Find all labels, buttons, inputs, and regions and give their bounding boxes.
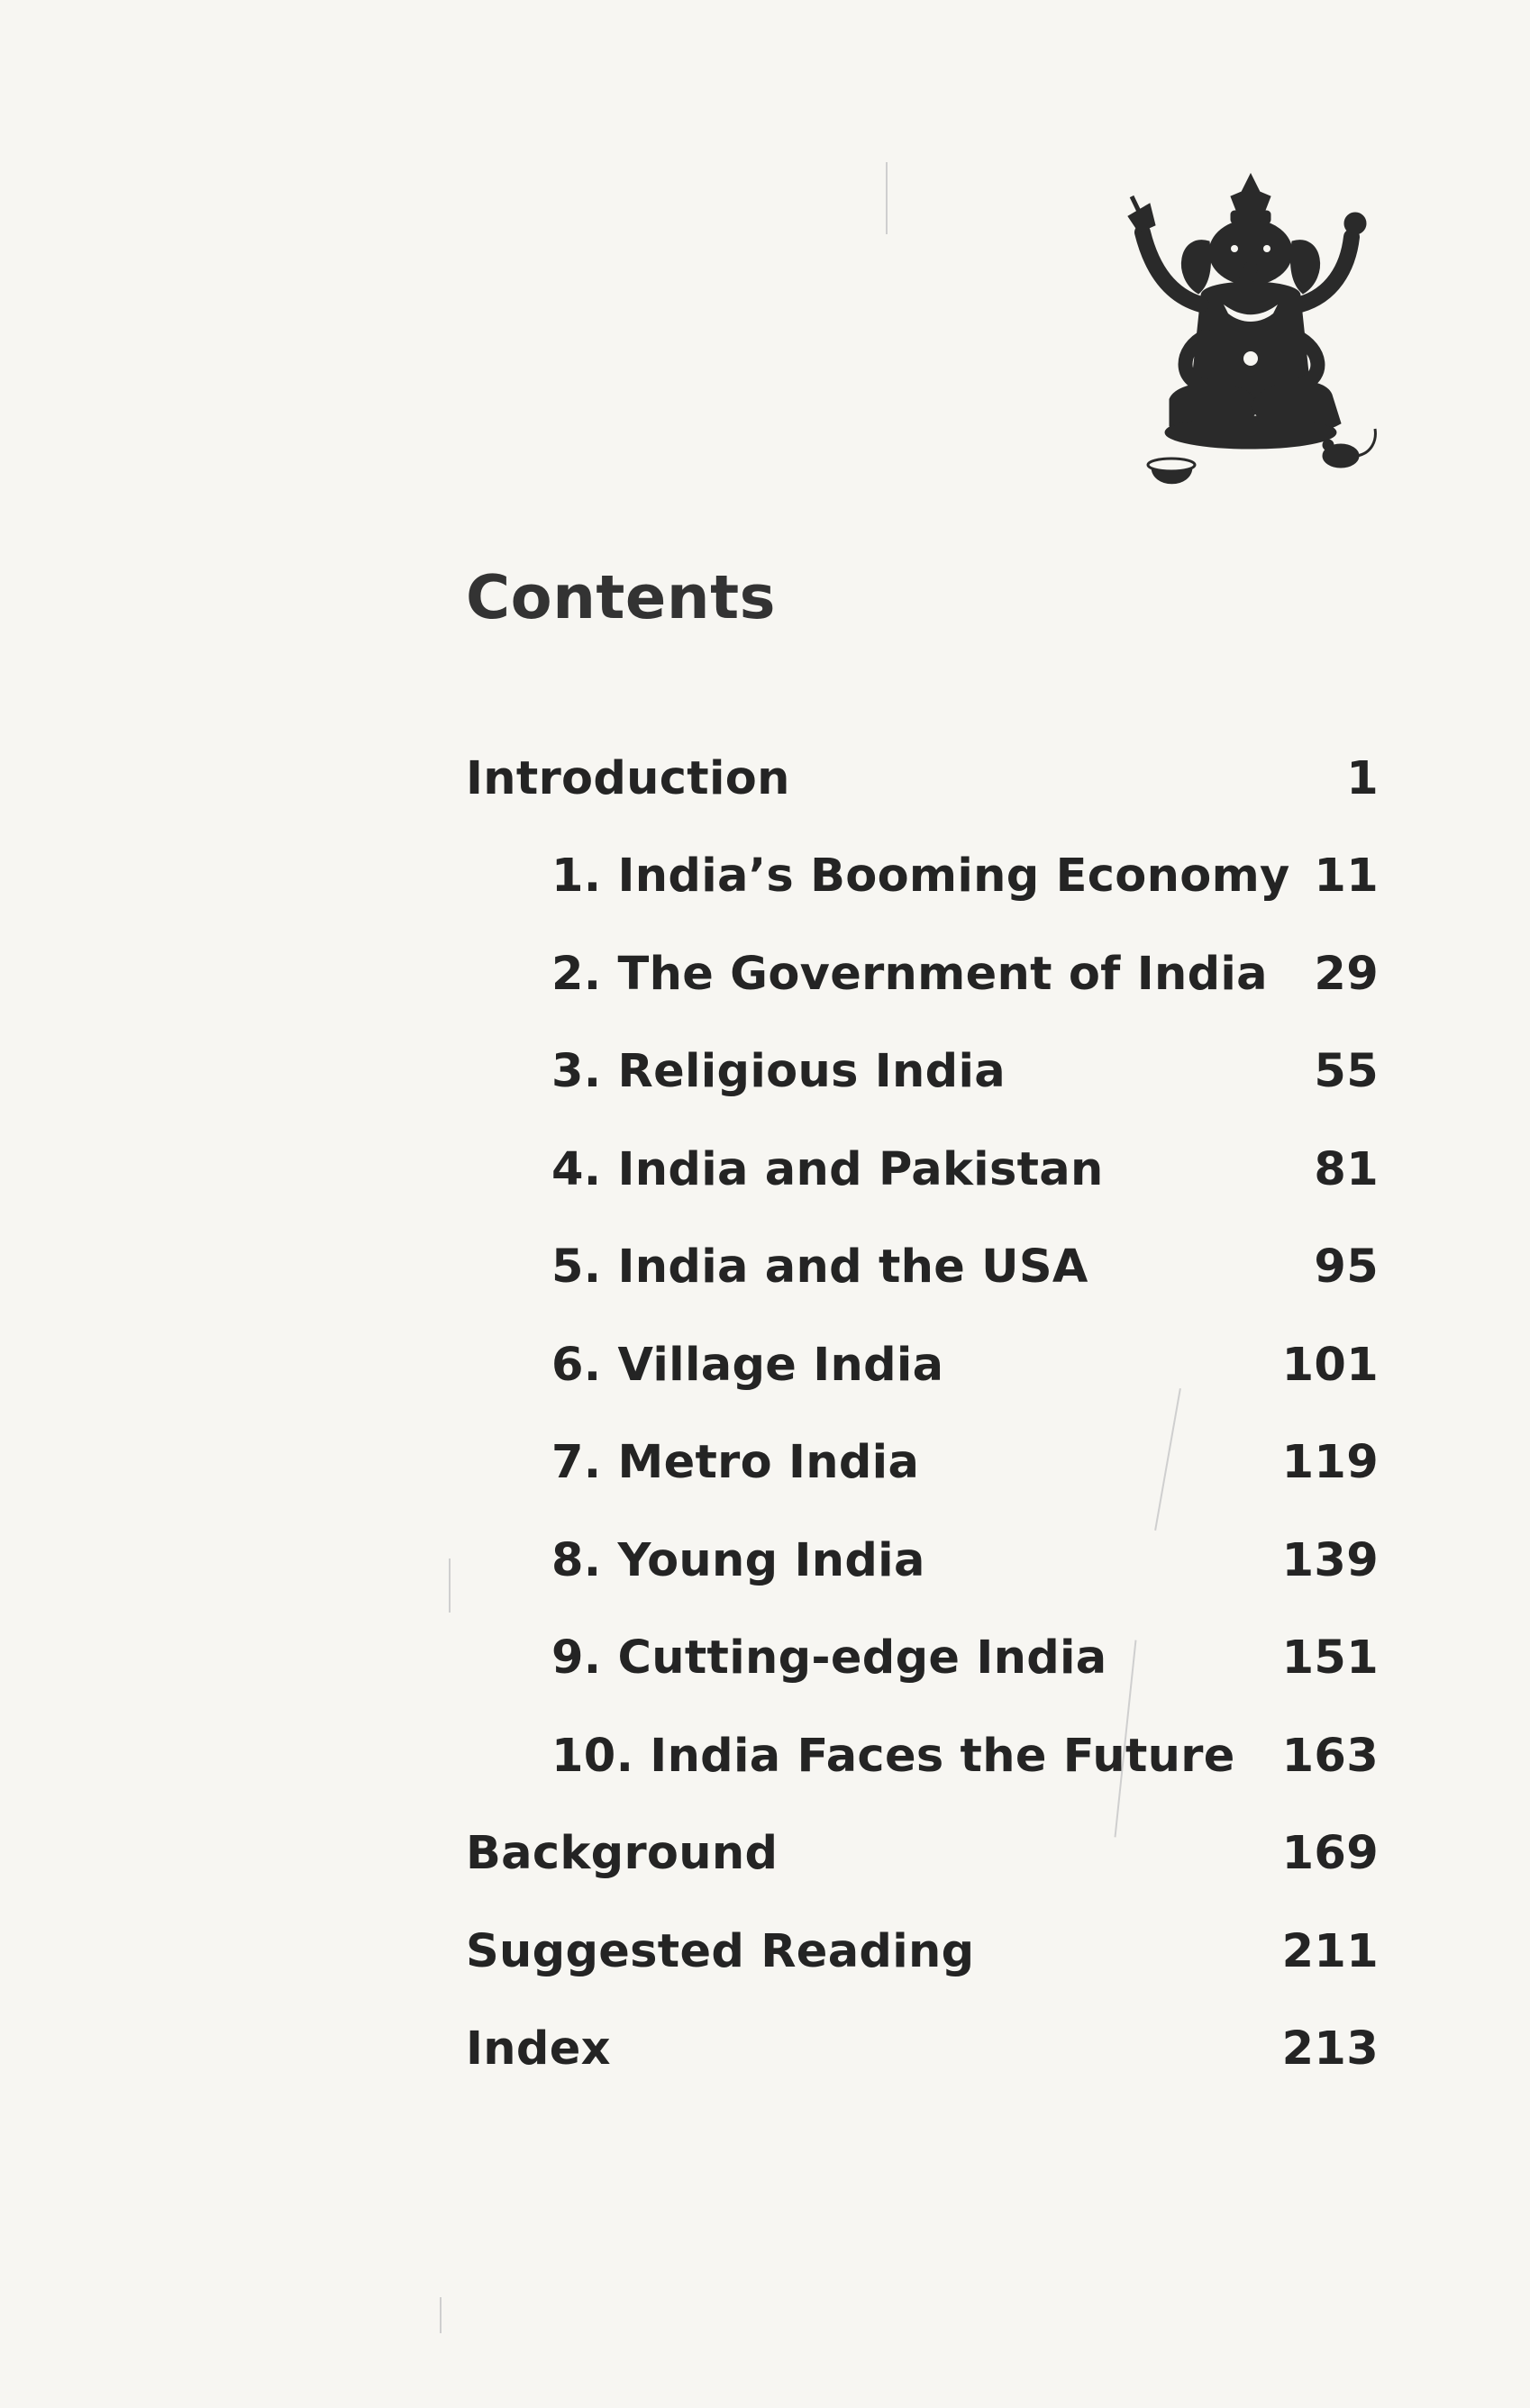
toc-entry	[466, 1316, 1379, 1414]
toc-entry	[466, 1707, 1379, 1805]
toc-entry-title: 3. Religious India	[551, 1045, 1006, 1099]
toc-entry	[466, 1121, 1379, 1219]
toc-entry-title: 6. Village India	[551, 1338, 944, 1392]
toc-entry	[466, 1023, 1379, 1122]
scan-line	[440, 2297, 442, 2333]
toc-entry-page-number: 11	[1314, 850, 1379, 904]
toc-entry-page-number: 119	[1281, 1436, 1379, 1490]
toc-entry	[466, 828, 1379, 926]
toc-entry-page-number: 55	[1314, 1045, 1379, 1099]
table-of-contents	[466, 730, 1379, 2098]
toc-entry-title: 5. India and the USA	[551, 1240, 1088, 1295]
toc-entry-page-number: 169	[1281, 1827, 1379, 1881]
toc-entry-page-number: 1	[1346, 751, 1379, 805]
toc-entry	[466, 925, 1379, 1023]
toc-entry	[466, 1512, 1379, 1610]
toc-entry-title: 9. Cutting-edge India	[551, 1631, 1107, 1686]
toc-entry	[466, 730, 1379, 828]
scan-line	[886, 162, 888, 234]
toc-entry-title: 10. India Faces the Future	[551, 1729, 1235, 1783]
toc-entry-page-number: 163	[1281, 1729, 1379, 1783]
toc-entry-page-number: 211	[1281, 1924, 1379, 1978]
ganesha-icon	[1116, 169, 1386, 512]
toc-entry-page-number: 29	[1314, 947, 1379, 1001]
toc-entry-page-number: 213	[1281, 2022, 1379, 2076]
page-title: Contents	[466, 562, 776, 632]
toc-entry-page-number: 95	[1314, 1240, 1379, 1295]
toc-entry-page-number: 139	[1281, 1533, 1379, 1587]
toc-entry	[466, 1805, 1379, 1904]
toc-entry-title: 2. The Government of India	[551, 947, 1268, 1001]
toc-entry	[466, 1219, 1379, 1317]
toc-entry-title: 8. Young India	[551, 1533, 925, 1587]
toc-entry	[466, 1414, 1379, 1513]
toc-entry-title: Background	[466, 1827, 779, 1881]
toc-entry	[466, 1903, 1379, 2001]
toc-entry	[466, 1610, 1379, 1708]
toc-entry-page-number: 151	[1281, 1631, 1379, 1686]
toc-entry-page-number: 81	[1314, 1142, 1379, 1196]
toc-entry-title: 7. Metro India	[551, 1436, 920, 1490]
toc-entry-title: Introduction	[466, 751, 790, 805]
toc-entry-title: 1. India’s Booming Economy	[551, 850, 1290, 904]
toc-entry-title: 4. India and Pakistan	[551, 1142, 1104, 1196]
scan-line	[449, 1558, 451, 1613]
toc-entry	[466, 2001, 1379, 2099]
toc-entry-page-number: 101	[1281, 1338, 1379, 1392]
toc-entry-title: Index	[466, 2022, 611, 2076]
toc-entry-title: Suggested Reading	[466, 1924, 975, 1978]
